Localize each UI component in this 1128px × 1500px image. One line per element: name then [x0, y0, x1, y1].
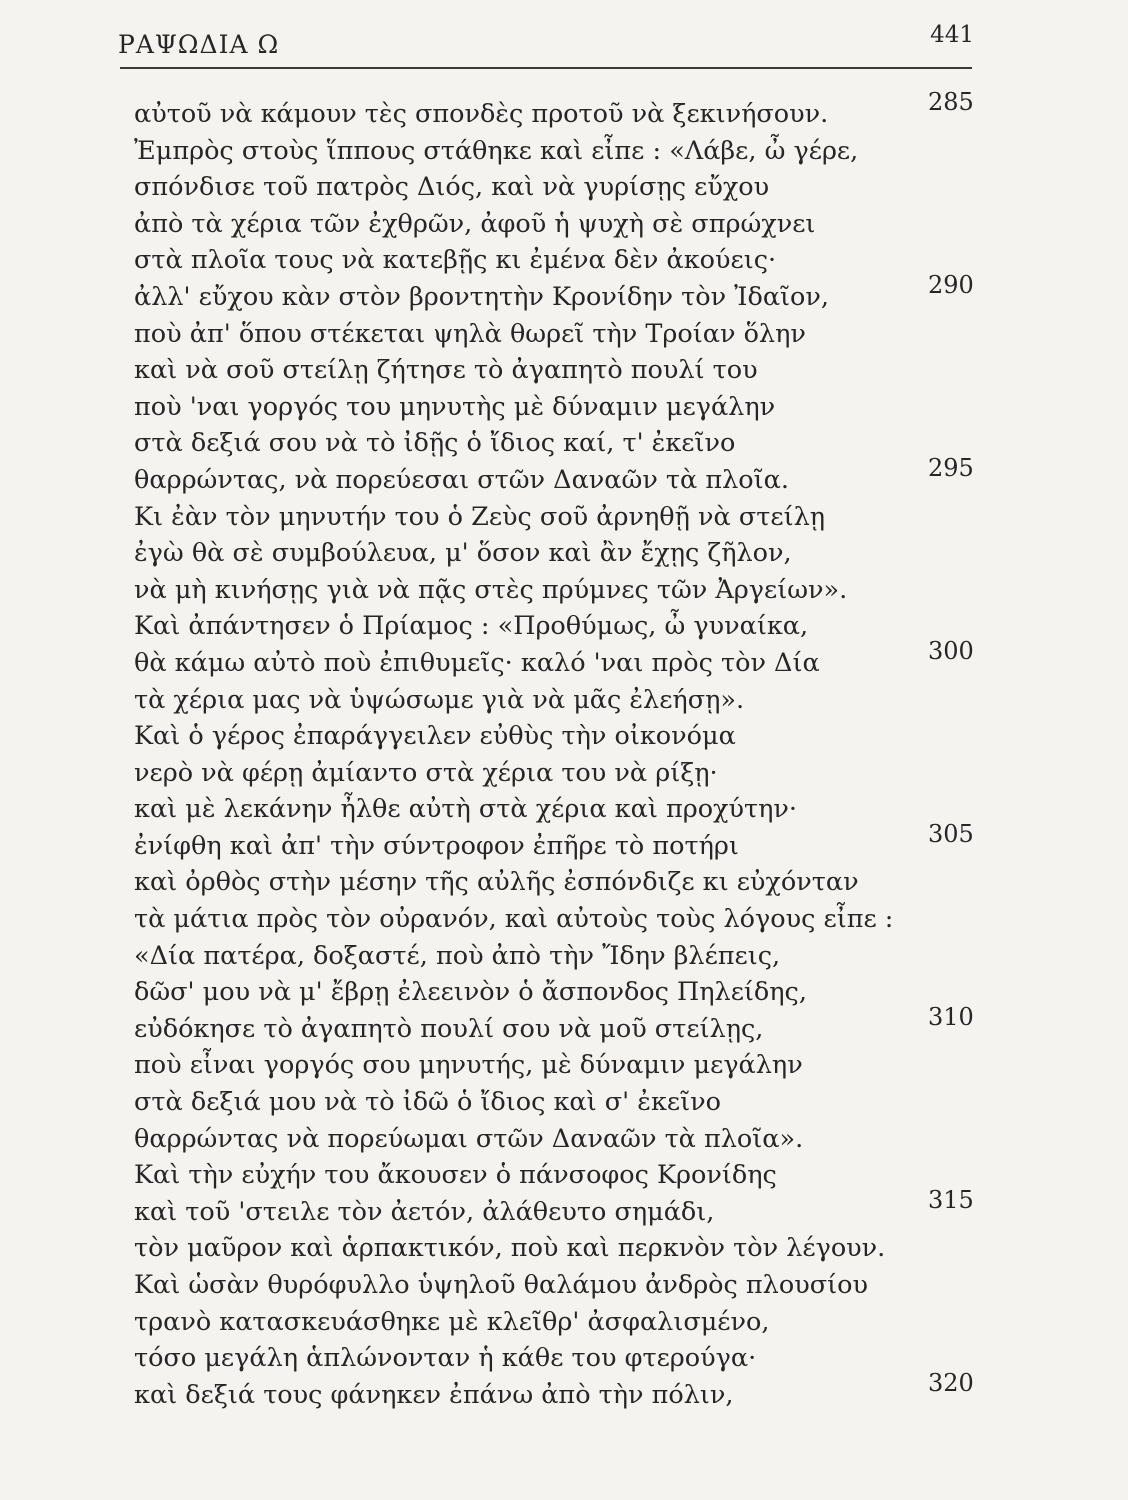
verse-text: τρανὸ κατασκευάσθηκε μὲ κλεῖθρ' ἀσφαλισμένο, — [134, 1306, 770, 1337]
verse-line — [134, 270, 974, 316]
verse-line — [134, 1185, 974, 1231]
verse-text: ἐνίφθη καὶ ἀπ' τὴν σύντροφον ἐπῆρε τὸ ποτήρι — [134, 830, 739, 861]
line-number: 320 — [928, 1368, 974, 1397]
verse-line — [134, 755, 914, 792]
verse-text: αὐτοῦ νὰ κάμουν τὲς σπονδὲς προτοῦ νὰ ξεκινήσουν. — [134, 99, 829, 129]
verse-line — [134, 572, 914, 609]
verse-line — [134, 819, 974, 865]
verse-line — [134, 1304, 914, 1341]
verse-text: στὰ πλοῖα τους νὰ κατεβῇς κι ἐμένα δὲν ἀκούεις· — [134, 245, 777, 276]
verse-line — [134, 1047, 914, 1084]
verse-line — [134, 791, 914, 828]
verse-line — [134, 1230, 914, 1267]
verse-text: Καὶ ὡσὰν θυρόφυλλο ὑψηλοῦ θαλάμου ἀνδρὸς πλουσίου — [134, 1270, 868, 1300]
verse-text: καὶ δεξιά τους φάνηκεν ἐπάνω ἀπὸ τὴν πόλιν, — [134, 1379, 734, 1410]
verse-line — [134, 169, 914, 206]
verse-text: Ἐμπρὸς στοὺς ἵππους στάθηκε καὶ εἶπε : «Λάβε, ὦ γέρε, — [134, 135, 859, 166]
verse-text: στὰ δεξιά σου νὰ τὸ ἰδῇς ὁ ἴδιος καί, τ' ἐκεῖνο — [134, 428, 736, 459]
verse-text: ἀλλ' εὔχου κὰν στὸν βροντητὴν Κρονίδην τὸν Ἰδαῖον, — [134, 281, 829, 312]
verse-text: δῶσ' μου νὰ μ' ἔβρῃ ἐλεεινὸν ὁ ἄσπονδος Πηλείδης, — [134, 977, 807, 1008]
line-number: 295 — [928, 453, 974, 482]
verse-line — [134, 1267, 914, 1304]
verse-line — [134, 1002, 974, 1048]
verse-text: «Δία πατέρα, δοξαστέ, ποὺ ἀπὸ τὴν Ἴδην βλέπεις, — [134, 940, 781, 971]
line-number: 305 — [928, 819, 974, 848]
verse-text: τὸν μαῦρον καὶ ἁρπακτικόν, ποὺ καὶ περκνὸν τὸν λέγουν. — [134, 1233, 886, 1264]
verse-line — [134, 389, 914, 426]
verse-text: νὰ μὴ κινήσῃς γιὰ νὰ πᾷς στὲς πρύμνες τῶν Ἀργείων». — [134, 574, 848, 605]
verse-line — [134, 864, 914, 901]
verse-text: καὶ νὰ σοῦ στείλῃ ζήτησε τὸ ἀγαπητὸ πουλί του — [134, 355, 758, 386]
verse-line — [134, 535, 914, 572]
verse-text: θαρρώντας νὰ πορεύωμαι στῶν Δαναῶν τὰ πλοῖα». — [134, 1123, 804, 1154]
line-number: 300 — [928, 636, 974, 665]
verse-text: Καὶ ἀπάντησεν ὁ Πρίαμος : «Προθύμως, ὦ γυναίκα, — [134, 611, 809, 642]
verse-line — [134, 938, 914, 975]
verse-line — [134, 425, 914, 462]
header-rule — [120, 67, 972, 69]
verse-line — [134, 1084, 914, 1121]
verse-line — [134, 608, 914, 645]
verse-text: ἀπὸ τὰ χέρια τῶν ἐχθρῶν, ἀφοῦ ἡ ψυχὴ σὲ σπρώχνει — [134, 208, 816, 239]
verse-text: Κι ἐὰν τὸν μηνυτήν του ὁ Ζεὺς σοῦ ἀρνηθῇ νὰ στείλῃ — [134, 501, 826, 532]
verse-text: καὶ μὲ λεκάνην ἦλθε αὐτὴ στὰ χέρια καὶ προχύτην· — [134, 794, 797, 825]
verse-line — [134, 316, 914, 353]
verse-text: καὶ ὀρθὸς στὴν μέσην τῆς αὐλῆς ἐσπόνδιζε κι εὐχόνταν — [134, 867, 859, 898]
line-number: 290 — [928, 270, 974, 299]
verse-text: ποὺ 'ναι γοργός του μηνυτὴς μὲ δύναμιν μεγάλην — [134, 391, 776, 422]
verse-line — [134, 682, 914, 719]
verse-text: καὶ τοῦ 'στειλε τὸν ἀετόν, ἀλάθευτο σημάδι, — [134, 1196, 715, 1227]
running-title: ΡΑΨΩΔΙΑ Ω — [118, 30, 280, 59]
verse-text: νερὸ νὰ φέρῃ ἀμίαντο στὰ χέρια του νὰ ρίξῃ· — [134, 757, 718, 788]
verse-line — [134, 636, 974, 682]
verse-text: Καὶ ὁ γέρος ἐπαράγγειλεν εὐθὺς τὴν οἰκονόμα — [134, 721, 736, 752]
verse-line — [134, 242, 914, 279]
verse-line — [134, 1121, 914, 1158]
verse-line — [134, 499, 914, 536]
verse-line — [134, 1340, 914, 1377]
verse-line — [134, 901, 914, 938]
verse-line — [134, 133, 914, 170]
verse-line — [134, 206, 914, 243]
verse-line — [134, 88, 974, 133]
verse-text: ποὺ ἀπ' ὅπου στέκεται ψηλὰ θωρεῖ τὴν Τροίαν ὅλην — [134, 318, 806, 349]
line-number: 310 — [928, 1002, 974, 1031]
verse-text: ἐγὼ θὰ σὲ συμβούλευα, μ' ὅσον καὶ ἂν ἔχῃς ζῆλον, — [134, 538, 792, 569]
verse-text: θὰ κάμω αὐτὸ ποὺ ἐπιθυμεῖς· καλό 'ναι πρὸς τὸν Δία — [134, 647, 820, 678]
verse-text: σπόνδισε τοῦ πατρὸς Διός, καὶ νὰ γυρίσῃς εὔχου — [134, 172, 770, 203]
verse-text: Καὶ τὴν εὐχήν του ἄκουσεν ὁ πάνσοφος Κρονίδης — [134, 1160, 777, 1191]
page-number: 441 — [930, 22, 974, 48]
verse-line — [134, 1368, 974, 1414]
line-number: 285 — [928, 88, 974, 116]
verse-text: τὰ μάτια πρὸς τὸν οὐρανόν, καὶ αὐτοὺς τοὺς λόγους εἶπε : — [134, 904, 894, 935]
verse-text: στὰ δεξιά μου νὰ τὸ ἰδῶ ὁ ἴδιος καὶ σ' ἐκεῖνο — [134, 1087, 721, 1118]
verse-text: θαρρώντας, νὰ πορεύεσαι στῶν Δαναῶν τὰ πλοῖα. — [134, 464, 789, 495]
verse-text: ποὺ εἶναι γοργός σου μηνυτής, μὲ δύναμιν μεγάλην — [134, 1050, 803, 1081]
verse-line — [134, 974, 914, 1011]
verse-line — [134, 453, 974, 499]
verse-list — [134, 88, 974, 1413]
running-header — [118, 22, 978, 68]
line-number: 315 — [928, 1185, 974, 1214]
verse-text: τὰ χέρια μας νὰ ὑψώσωμε γιὰ νὰ μᾶς ἐλεήσῃ». — [134, 684, 745, 715]
verse-text: εὐδόκησε τὸ ἀγαπητὸ πουλί σου νὰ μοῦ στείλῃς, — [134, 1013, 764, 1044]
verse-line — [134, 1157, 914, 1194]
verse-line — [134, 352, 914, 389]
verse-line — [134, 718, 914, 755]
verse-text: τόσο μεγάλη ἁπλώνονταν ἡ κάθε του φτερούγα· — [134, 1343, 757, 1374]
